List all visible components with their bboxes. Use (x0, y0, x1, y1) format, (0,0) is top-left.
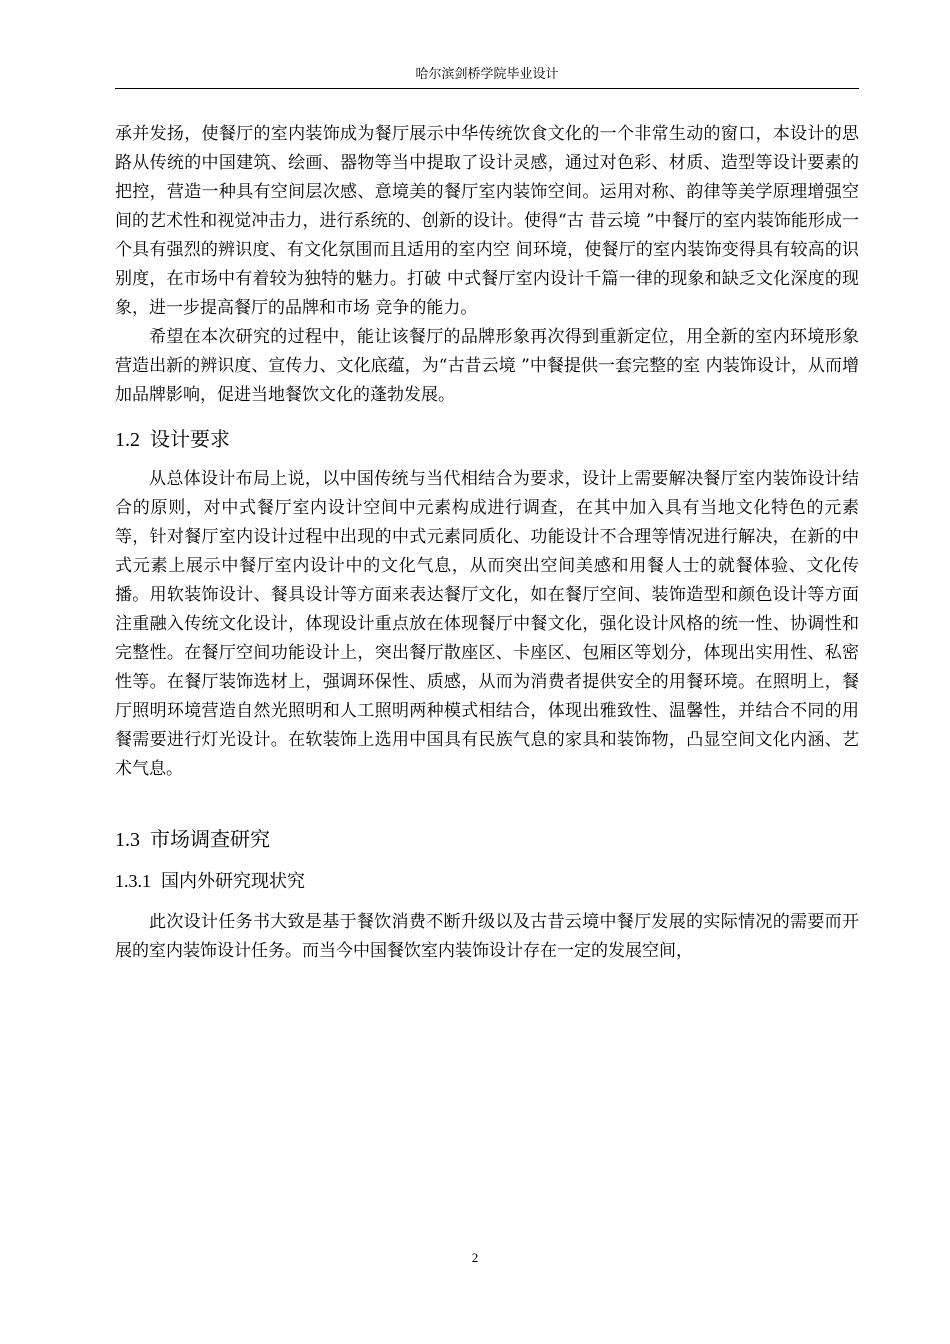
paragraph-4: 此次设计任务书大致是基于餐饮消费不断升级以及古昔云境中餐厅发展的实际情况的需要而开展的室内装饰设计任务。而当今中国餐饮室内装饰设计存在一定的发展空间， (115, 912, 859, 961)
section-heading-1-3-1 (115, 867, 859, 896)
section-title: 设计要求 (150, 427, 230, 451)
page-footer (0, 1250, 950, 1266)
paragraph-1: 承并发扬，使餐厅的室内装饰成为餐厅展示中华传统饮食文化的一个非常生动的窗口，本设计的思路从传统的中国建筑、绘画、器物等当中提取了设计灵感，通过对色彩、材质、造型等设计要素的把控，营造一种具有空间层次感、意境美的餐厅室内装饰空间。运用对称、韵律等美学原理增强空间的艺术性和视觉冲击力，进行系统的、创新的设计。使得“古 昔云境 ”中餐厅的室内装饰能形成一个具有强烈的辨识度、有文化氛围而且适用的室内空 间环境，使餐厅的室内装饰变得具有较高的识别度，在市场中有着较为独特的魅力。打破 中式餐厅室内设计千篇一律的现象和缺乏文化深度的现象，进一步提高餐厅的品牌和市场 竞争的能力。 (115, 124, 859, 318)
page-number: 2 (471, 1250, 479, 1265)
paragraph-2: 希望在本次研究的过程中，能让该餐厅的品牌形象再次得到重新定位，用全新的室内环境形象营造出新的辨识度、宣传力、文化底蕴，为“古昔云境 ”中餐提供一套完整的室 内装饰设计，从而增加品牌影响，促进当地餐饮文化的蓬勃发展。 (115, 327, 859, 405)
page-header (115, 66, 859, 89)
header-title: 哈尔滨剑桥学院毕业设计 (415, 67, 559, 82)
paragraph-3: 从总体设计布局上说，以中国传统与当代相结合为要求，设计上需要解决餐厅室内装饰设计结合的原则，对中式餐厅室内设计空间中元素构成进行调查，在其中加入具有当地文化特色的元素等，针对餐厅室内设计过程中出现的中式元素同质化、功能设计不合理等情况进行解决，在新的中式元素上展示中餐厅室内设计中的文化气息，从而突出空间美感和用餐人士的就餐体验、文化传播。用软装饰设计、餐具设计等方面来表达餐厅文化，如在餐厅空间、装饰造型和颜色设计等方面注重融入传统文化设计，体现设计重点放在体现餐厅中餐文化，强化设计风格的统一性、协调性和完整性。在餐厅空间功能设计上，突出餐厅散座区、卡座区、包厢区等划分，体现出实用性、私密性等。在餐厅装饰选材上，强调环保性、质感，从而为消费者提供安全的用餐环境。在照明上，餐厅照明环境营造自然光照明和人工照明两种模式相结合，体现出雅致性、温馨性，并结合不同的用餐需要进行灯光设计。在软装饰上选用中国具有民族气息的家具和装饰物，凸显空间文化内涵、艺术气息。 (115, 469, 859, 779)
section-title: 国内外研究现状究 (161, 871, 305, 892)
section-title: 市场调查研究 (150, 827, 270, 851)
section-heading-1-3 (115, 824, 859, 855)
section-number: 1.2 (115, 429, 140, 451)
section-number: 1.3 (115, 829, 140, 851)
page-body (115, 120, 859, 966)
section-heading-1-2 (115, 424, 859, 455)
section-number: 1.3.1 (115, 871, 151, 891)
